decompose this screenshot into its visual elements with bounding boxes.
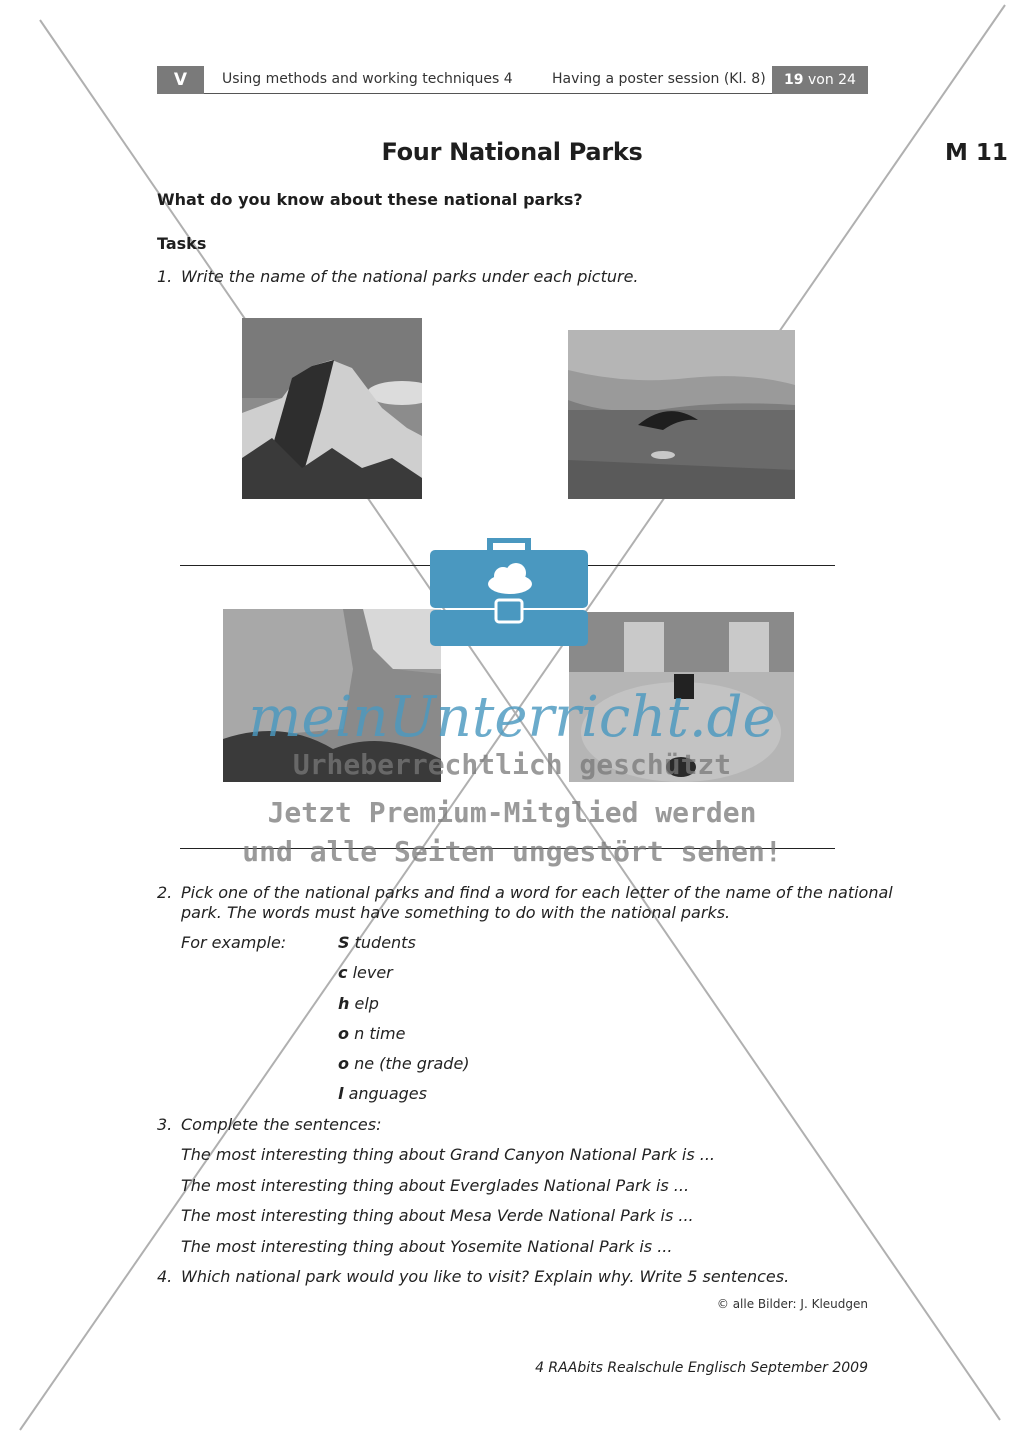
page-total: von 24 (807, 72, 856, 88)
photo-alligator (568, 330, 795, 499)
copyright-watermark: Urheberrechtlich geschützt (292, 748, 732, 781)
task-number: 2. (157, 883, 173, 902)
brand-watermark: meinUnterricht.de (248, 685, 776, 750)
acrostic-row: l anguages (338, 1084, 427, 1104)
acrostic-row: o n time (338, 1023, 406, 1043)
section-badge: V (157, 66, 204, 94)
page-footer: 4 RAAbits Realschule Englisch September 2009 (535, 1360, 868, 1376)
intro-question: What do you know about these national parks? (157, 190, 583, 209)
tasks-heading: Tasks (157, 234, 207, 253)
acrostic-row: o ne (the grade) (338, 1054, 470, 1074)
acrostic-row: c lever (338, 963, 393, 983)
task-text: Write the name of the national parks under each picture. (181, 267, 639, 286)
material-label: M 11 (945, 140, 1008, 166)
sentence-starter: The most interesting thing about Mesa Verde National Park is ... (181, 1206, 694, 1225)
acrostic-row: h elp (338, 993, 379, 1013)
page-header (157, 66, 868, 94)
acrostic-row: S tudents (338, 933, 416, 952)
sentence-starter: The most interesting thing about Grand Canyon National Park is ... (181, 1145, 715, 1164)
task-text-line2: park. The words must have something to do with the national parks. (181, 903, 731, 922)
acrostic-example (338, 933, 470, 1115)
topic-title: Having a poster session (Kl. 8) (552, 71, 766, 87)
page-number-badge (772, 66, 868, 94)
task-number: 1. (157, 267, 173, 286)
sentence-starter: The most interesting thing about Yosemite National Park is ... (181, 1237, 673, 1256)
task-text: Which national park would you like to visit? Explain why. Write 5 sentences. (181, 1267, 790, 1286)
page-title: Four National Parks (381, 138, 643, 166)
example-label: For example: (181, 933, 287, 952)
briefcase-cloud-icon (428, 538, 590, 648)
task-number: 3. (157, 1115, 173, 1134)
premium-cta-line1[interactable]: Jetzt Premium-Mitglied werden (267, 796, 757, 829)
series-title: Using methods and working techniques 4 (222, 71, 513, 87)
image-credit: © alle Bilder: J. Kleudgen (716, 1297, 868, 1311)
sentence-starter: The most interesting thing about Everglades National Park is ... (181, 1176, 690, 1195)
photo-half-dome (242, 318, 422, 499)
premium-cta-line2[interactable]: und alle Seiten ungestört sehen! (242, 835, 782, 868)
task-number: 4. (157, 1267, 173, 1286)
task-text: Complete the sentences: (181, 1115, 382, 1134)
header-rule (204, 93, 772, 94)
page-number: 19 (784, 72, 804, 88)
task-text-line1: Pick one of the national parks and find a word for each letter of the name of the national (181, 883, 893, 902)
